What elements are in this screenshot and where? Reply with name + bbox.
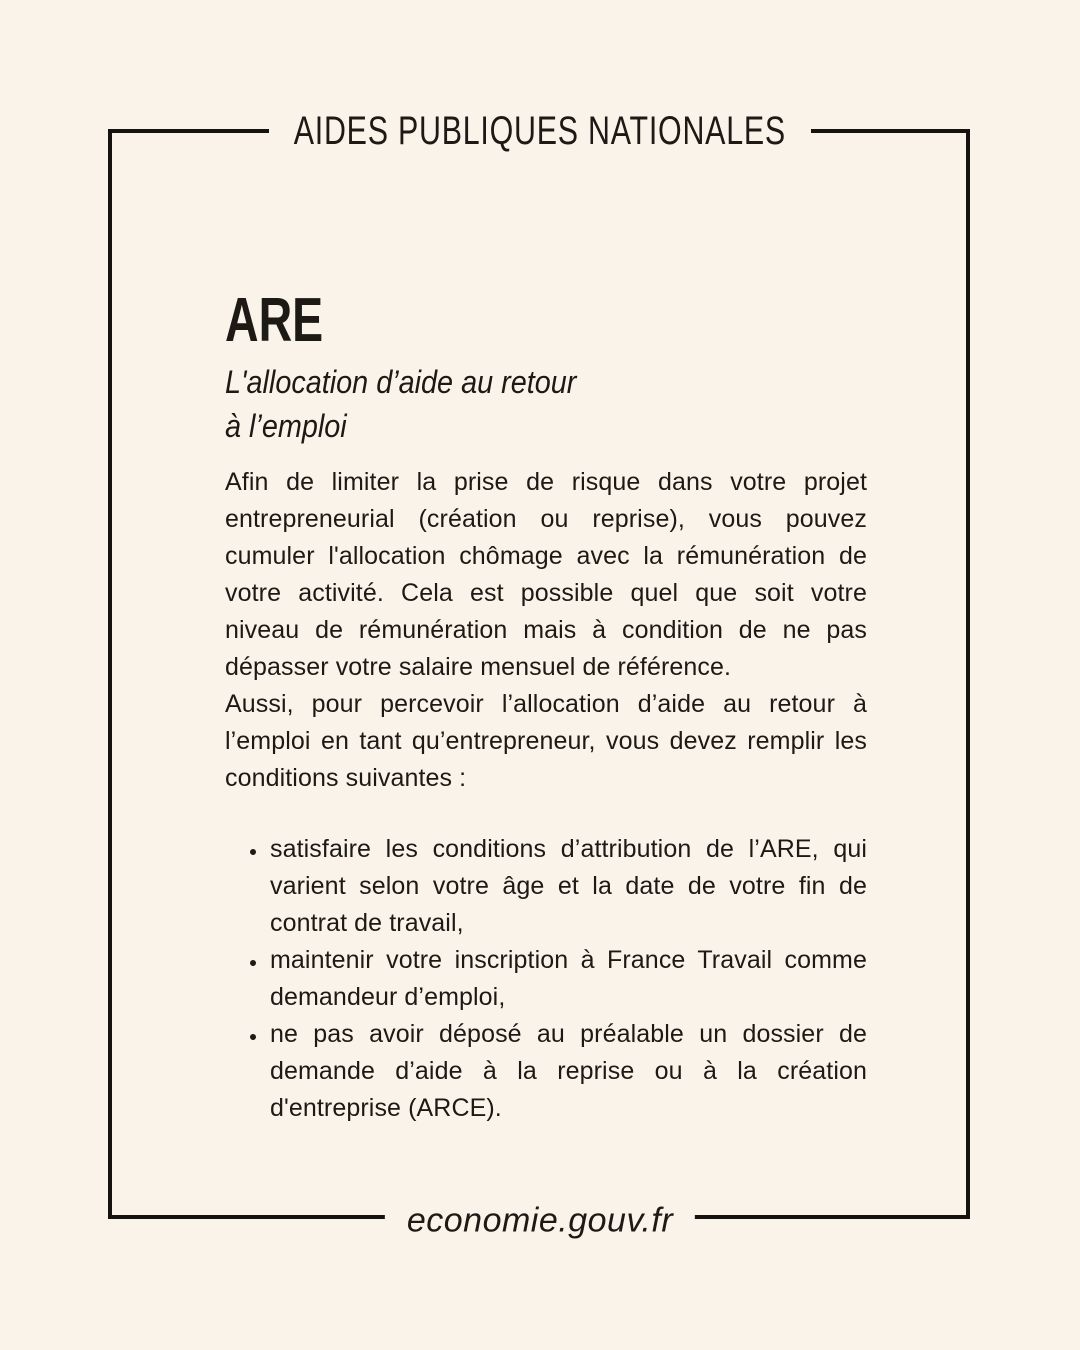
condition-item-1: • satisfaire les conditions d’attribution de l’ARE, qui varient selon votre âge et la date de votre fin de contrat de travail, [268,831,867,942]
condition-item-2: • maintenir votre inscription à France Travail comme demandeur d’emploi, [268,942,867,1016]
subtitle-line-2: à l’emploi [225,408,347,444]
article-subtitle [225,360,803,448]
paragraph-intro: Afin de limiter la prise de risque dans votre projet entrepreneurial (création ou reprise), vous pouvez cumuler l'allocation chômage avec la rémunération de votre activité. Cela est possible quel que soit votre niveau de rémunération mais à condition de ne pas dépasser votre salaire mensuel de référence. [225,468,867,681]
condition-item-3: • ne pas avoir déposé au préalable un dossier de demande d’aide à la reprise ou à la création d'entreprise (ARCE). [268,1016,867,1127]
subtitle-line-1: L'allocation d’aide au retour [225,364,577,400]
page-footer [385,1202,695,1241]
conditions-list [225,831,867,1127]
article [225,286,867,1127]
footer-site: economie.gouv.fr [406,1201,674,1240]
article-title: ARE [225,286,324,355]
page-header [269,105,811,157]
header-title: AIDES PUBLIQUES NATIONALES [293,108,787,153]
article-body [225,464,867,1127]
paragraph-conditions-intro: Aussi, pour percevoir l’allocation d’aide au retour à l’emploi en tant qu’entrepreneur, vous devez remplir les conditions suivantes : [225,690,867,792]
